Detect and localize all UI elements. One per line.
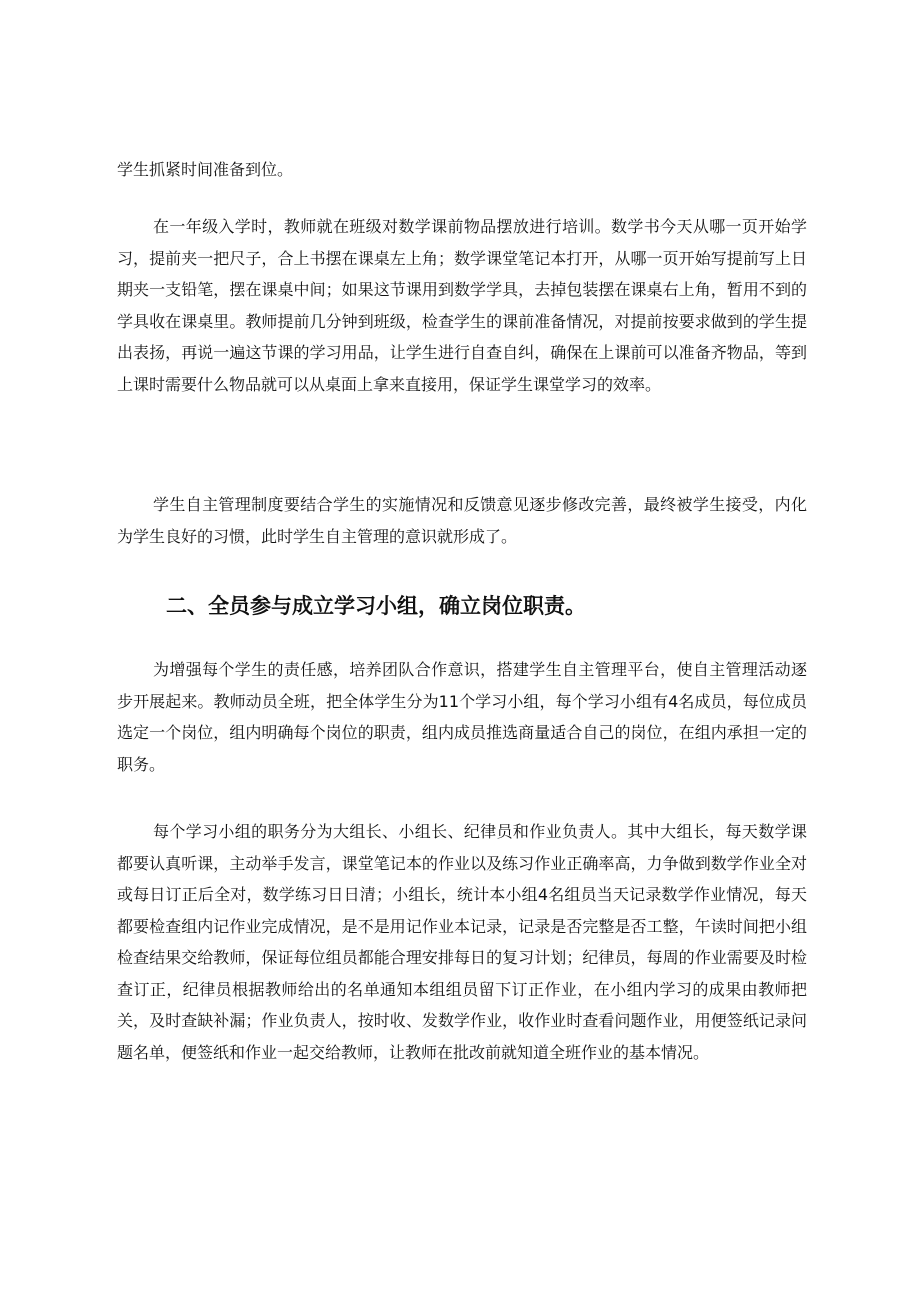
paragraph-continuation: 学生抓紧时间准备到位。	[117, 160, 294, 179]
paragraph-study-groups: 为增强每个学生的责任感，培养团队合作意识，搭建学生自主管理平台，使自主管理活动逐步开展起来。教师动员全班，把全体学生分为11个学习小组，每个学习小组有4名成员，每位成员选定一个岗位，组内明确每个岗位的职责，组内成员推选商量适合自己的岗位，在组内承担一定的职务。	[117, 660, 807, 774]
section-heading: 二、全员参与成立学习小组，确立岗位职责。	[166, 594, 586, 618]
paragraph-supplies-training: 在一年级入学时，教师就在班级对数学课前物品摆放进行培训。数学书今天从哪一页开始学习，提前夹一把尺子，合上书摆在课桌左上角；数学课堂笔记本打开，从哪一页开始写提前写上日期夹一支铅笔，摆在课桌中间；如果这节课用到数学学具，去掉包装摆在课桌右上角，暂用不到的学具收在课桌里。教师提前几分钟到班级，检查学生的课前准备情况，对提前按要求做到的学生提出表扬，再说一遍这节课的学习用品，让学生进行自查自纠，确保在上课前可以准备齐物品，等到上课时需要什么物品就可以从桌面上拿来直接用，保证学生课堂学习的效率。	[117, 217, 807, 394]
paragraph-self-management: 学生自主管理制度要结合学生的实施情况和反馈意见逐步修改完善，最终被学生接受，内化为学生良好的习惯，此时学生自主管理的意识就形成了。	[117, 495, 807, 546]
paragraph-group-roles: 每个学习小组的职务分为大组长、小组长、纪律员和作业负责人。其中大组长，每天数学课都要认真听课，主动举手发言，课堂笔记本的作业以及练习作业正确率高，力争做到数学作业全对或每日订正后全对，数学练习日日清；小组长，统计本小组4名组员当天记录数学作业情况，每天都要检查组内记作业完成情况，是不是用记作业本记录，记录是否完整是否工整，午读时间把小组检查结果交给教师，保证每位组员都能合理安排每日的复习计划；纪律员，每周的作业需要及时检查订正，纪律员根据教师给出的名单通知本组组员留下订正作业，在小组内学习的成果由教师把关，及时查缺补漏；作业负责人，按时收、发数学作业，收作业时查看问题作业，用便签纸记录问题名单，便签纸和作业一起交给教师，让教师在批改前就知道全班作业的基本情况。	[117, 822, 807, 1062]
